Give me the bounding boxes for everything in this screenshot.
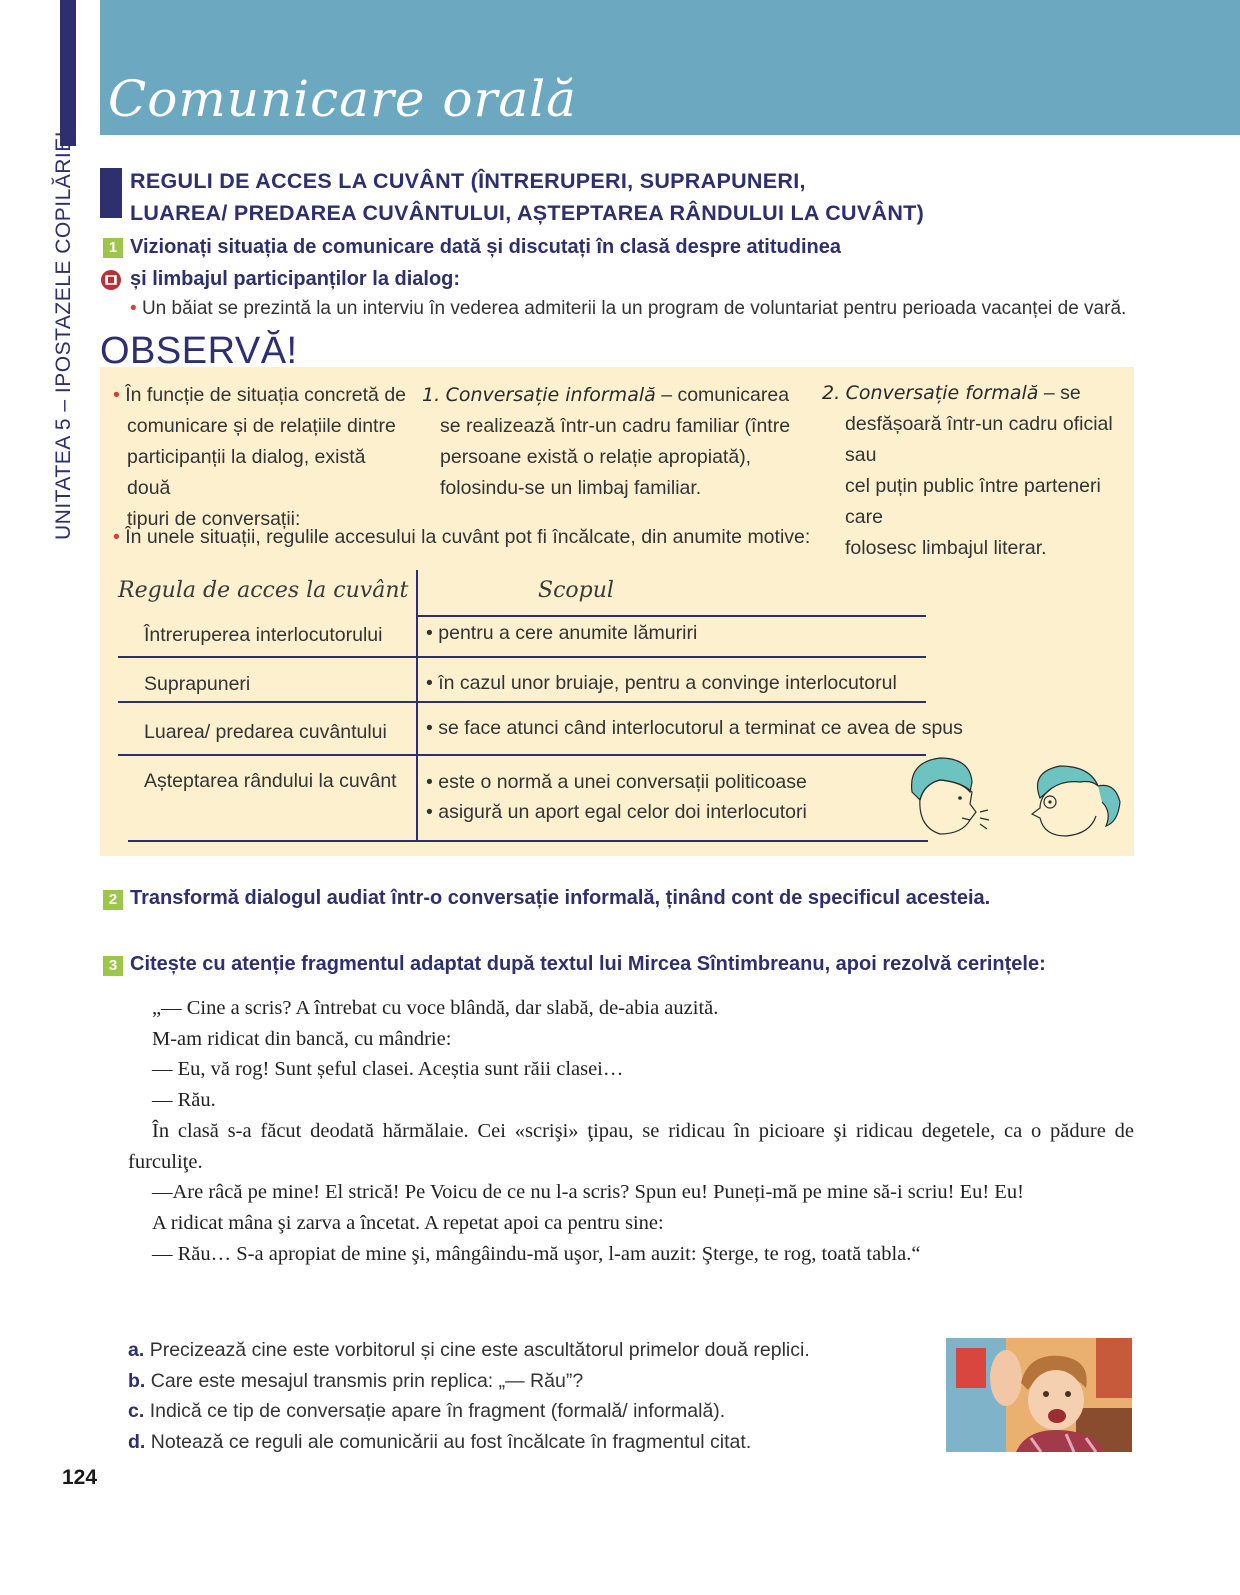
observa-intro — [113, 380, 408, 535]
bullet-dot: • — [113, 384, 120, 406]
informal-line: se realizează într-un cadru familiar (între — [440, 415, 791, 437]
formal-line: cel puțin public între parteneri care — [845, 475, 1101, 528]
fragment-paragraph: — Rău. — [152, 1089, 216, 1112]
purpose-text: asigură un aport egal celor doi interlocutori — [438, 801, 807, 823]
table-cell-rule: Luarea/ predarea cuvântului — [144, 721, 387, 743]
unit-label: UNITATEA 5 – IPOSTAZELE COPILĂRIEI — [52, 130, 75, 540]
task-1-badge — [103, 238, 123, 258]
table-cell-purpose: • asigură un aport egal celor doi interlocutori — [426, 801, 807, 823]
question-a — [128, 1335, 810, 1366]
fragment-paragraph: „— Cine a scris? A întrebat cu voce blândă, dar slabă, de-abia auzită. — [152, 997, 719, 1019]
intro-line: comunicare și de relațiile dintre — [127, 415, 396, 437]
rules-intro-text: În unele situații, regulile accesului la cuvânt pot fi încălcate, din anumite motive: — [125, 526, 811, 548]
page-title: Comunicare orală — [108, 70, 577, 128]
table-header-rule: Regula de acces la cuvânt — [118, 578, 409, 603]
table-cell-purpose: • în cazul unor bruiaje, pentru a convinge interlocutorul — [426, 672, 897, 694]
purpose-text: este o normă a unei conversații politicoase — [438, 771, 807, 793]
task-3-text: Citește cu atenție fragmentul adaptat după textul lui Mircea Sîntimbreanu, apoi rezolvă cerințele: — [130, 953, 1046, 975]
section-heading-line1: REGULI DE ACCES LA CUVÂNT (ÎNTRERUPERI, SUPRAPUNERI, — [130, 169, 806, 193]
table-cell-purpose: • este o normă a unei conversații politicoase — [426, 771, 807, 793]
question-text: Care este mesajul transmis prin replica: „— Rău”? — [150, 1369, 584, 1392]
table-cell-rule: Așteptarea rândului la cuvânt — [144, 770, 397, 792]
informal-line: persoane există o relație apropiată), — [440, 446, 752, 468]
observa-title: OBSERVĂ! — [100, 330, 298, 372]
table-header-purpose: Scopul — [538, 578, 614, 603]
bullet-dot: • — [130, 298, 137, 319]
informal-title: Conversație informală — [445, 384, 656, 406]
intro-line: participanții la dialog, există două — [127, 446, 366, 499]
task-1-bullet — [130, 294, 1126, 324]
formal-line: desfășoară într-un cadru oficial sau — [845, 413, 1113, 466]
fragment-paragraph: A ridicat mâna şi zarva a încetat. A repetat apoi ca pentru sine: — [152, 1211, 664, 1234]
task-1-line2: și limbajul participanților la dialog: — [130, 268, 461, 290]
task-1-number: 1 — [103, 238, 123, 258]
video-icon — [101, 270, 121, 290]
task-1-line1: Vizionați situația de comunicare dată și discutați în clasă despre atitudinea — [130, 236, 841, 258]
task-3-badge — [103, 956, 123, 976]
task-2-text: Transformă dialogul audiat într-o conversație informală, ținând cont de specificul acesteia. — [130, 887, 991, 909]
question-text: Precizează cine este vorbitorul și cine este ascultătorul primelor două replici. — [149, 1339, 810, 1361]
literary-fragment — [128, 993, 1134, 1269]
table-cell-rule: Întreruperea interlocutorului — [144, 624, 383, 646]
fragment-paragraph: —Are râcă pe mine! El strică! Pe Voicu de ce nu l-a scris? Spun eu! Puneți-mă pe mine să-i scriu! Eu! Eu! — [152, 1181, 1024, 1204]
question-b — [128, 1366, 810, 1397]
question-letter: b. — [128, 1369, 146, 1392]
purpose-text: pentru a cere anumite lămuriri — [438, 622, 698, 644]
page-number: 124 — [62, 1466, 98, 1489]
formal-number: 2. — [822, 382, 841, 404]
question-letter: d. — [128, 1430, 146, 1453]
question-text: Notează ce reguli ale comunicării au fost încălcate în fragmentul citat. — [150, 1430, 752, 1453]
sidebar-bar — [60, 0, 76, 146]
rules-intro — [113, 522, 810, 553]
question-d — [128, 1427, 810, 1458]
formal-line: folosesc limbajul literar. — [845, 537, 1047, 559]
question-letter: c. — [128, 1400, 145, 1422]
table-cell-purpose: • se face atunci când interlocutorul a terminat ce avea de spus — [426, 717, 963, 739]
bullet-dot: • — [113, 526, 120, 548]
table-cell-rule: Suprapuneri — [144, 673, 251, 695]
questions-list — [128, 1335, 810, 1457]
purpose-text: se face atunci când interlocutorul a terminat ce avea de spus — [438, 717, 963, 739]
formal-conversation — [822, 378, 1132, 564]
child-raising-hand-photo — [946, 1338, 1132, 1452]
boy-head-icon — [912, 758, 989, 834]
informal-number: 1. — [422, 384, 441, 406]
formal-first: – se — [1043, 382, 1081, 404]
section-heading-line2: LUAREA/ PREDAREA CUVÂNTULUI, AȘTEPTAREA RÂNDULUI LA CUVÂNT) — [130, 201, 925, 225]
question-c — [128, 1396, 810, 1427]
fragment-paragraph: — Rău… S-a apropiat de mine şi, mângâindu-mă uşor, l-am auzit: Şterge, te rog, toată tabla.“ — [152, 1242, 921, 1265]
fragment-paragraph: În clasă s-a făcut deodată hărmălaie. Cei «scrişi» ţipau, se ridicau în picioare şi ridicau degetele, ca o pădure de furculiţe. — [128, 1119, 1134, 1173]
table-cell-purpose: • pentru a cere anumite lămuriri — [426, 622, 698, 644]
task-1-bullet-text: Un băiat se prezintă la un interviu în vederea admiterii la un program de voluntariat pentru perioada vacanței de vară. — [141, 298, 1127, 319]
purpose-text: în cazul unor bruiaje, pentru a convinge interlocutorul — [438, 672, 897, 694]
talking-children-illustration — [900, 752, 1130, 847]
task-3-number: 3 — [103, 956, 123, 976]
question-letter: a. — [128, 1339, 145, 1361]
informal-conversation — [422, 380, 812, 504]
fragment-paragraph: M-am ridicat din bancă, cu mândrie: — [152, 1027, 452, 1050]
section-marker — [100, 168, 122, 218]
fragment-paragraph: — Eu, vă rog! Sunt șeful clasei. Aceștia sunt răii clasei… — [152, 1058, 624, 1081]
question-text: Indică ce tip de conversație apare în fragment (formală/ informală). — [149, 1400, 726, 1422]
intro-line: În funcție de situația concretă de — [125, 384, 407, 406]
task-2-badge — [103, 890, 123, 910]
formal-title: Conversație formală — [845, 382, 1039, 404]
informal-line: folosindu-se un limbaj familiar. — [440, 477, 702, 499]
task-2-number: 2 — [103, 890, 123, 910]
section-heading — [130, 165, 1030, 229]
intro-line: tipuri de conversații: — [127, 508, 301, 530]
informal-first: – comunicarea — [661, 384, 790, 406]
girl-head-icon — [1032, 766, 1120, 836]
